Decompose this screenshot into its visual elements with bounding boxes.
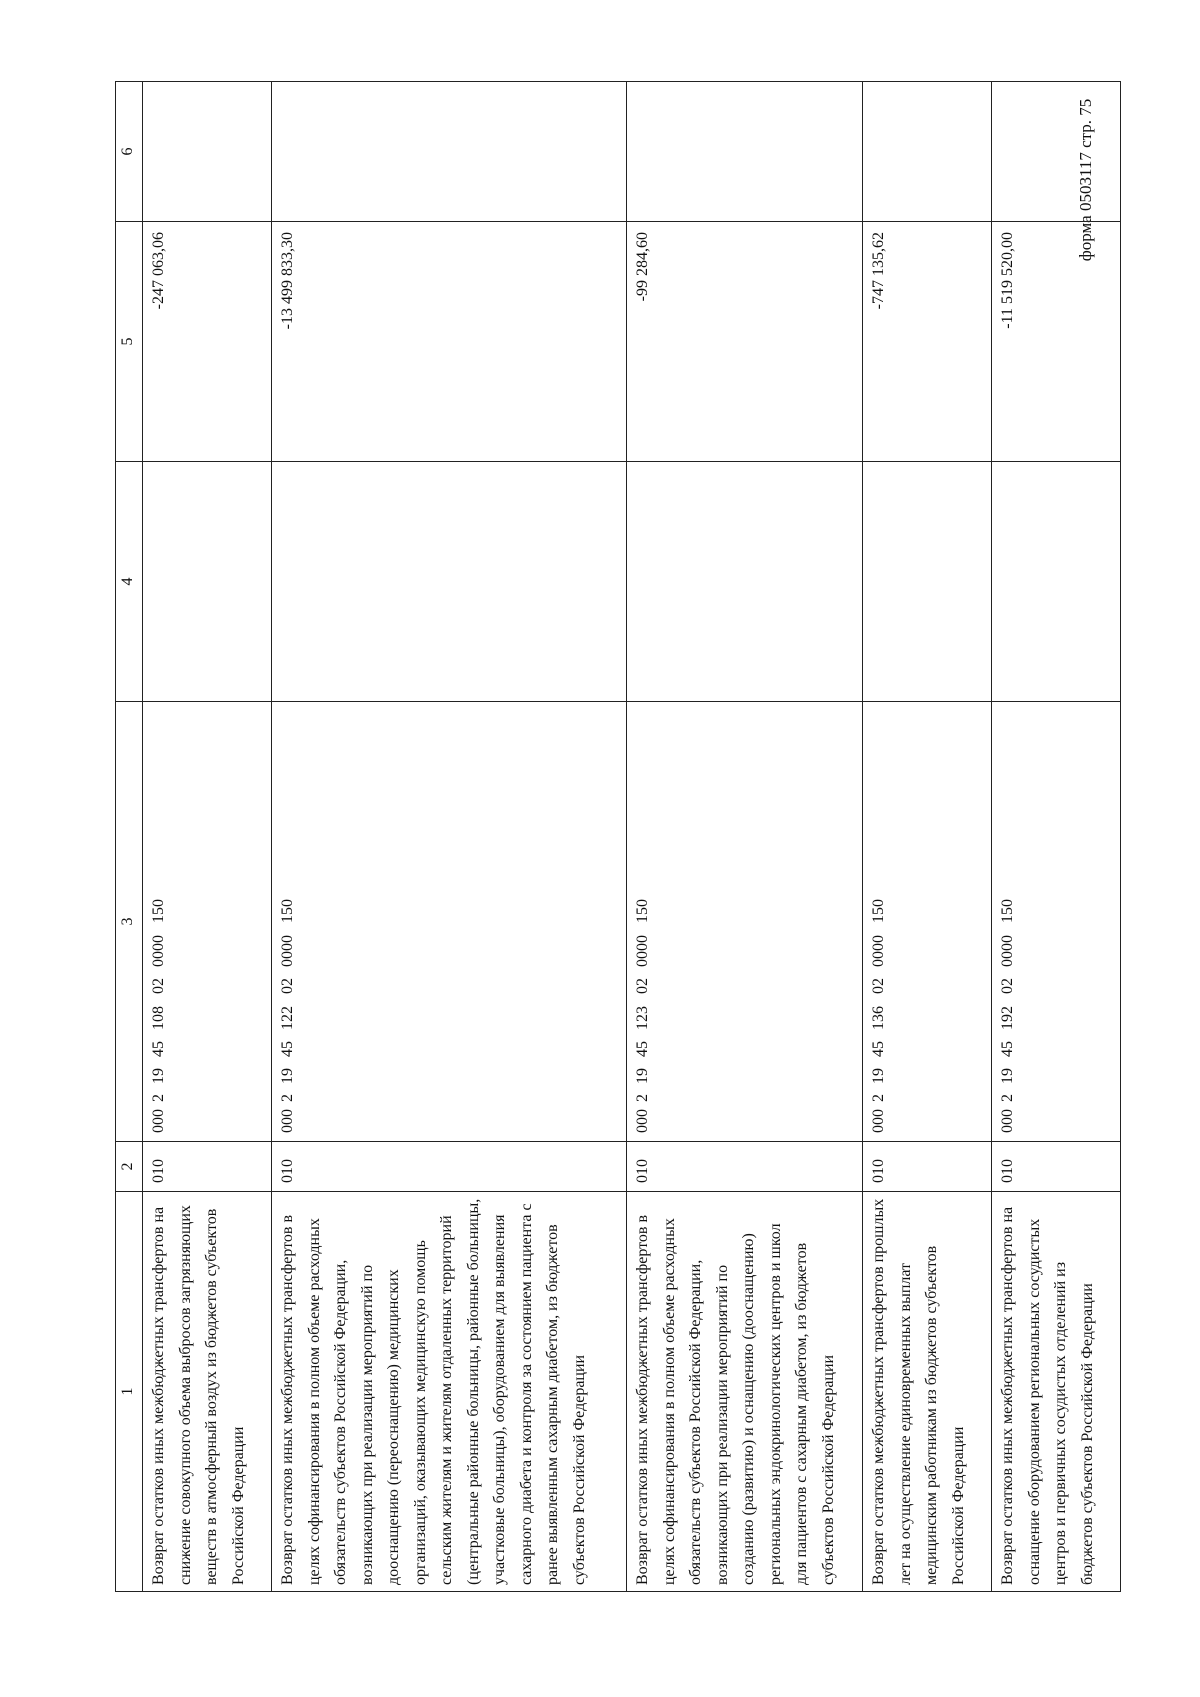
row-col6 [627, 82, 863, 222]
code-part: 0000 [150, 935, 167, 967]
code-part: 45 [999, 1041, 1016, 1057]
row-description: Возврат остатков межбюджетных трансфертов прошлых лет на осуществление единовременных выплат медицинским работникам из бюджетов субъектов Российской Федерации [863, 1192, 992, 1592]
table-row [863, 82, 992, 1592]
code-part: 02 [870, 978, 887, 994]
code-part: 02 [999, 978, 1016, 994]
code-part: 45 [634, 1041, 651, 1057]
code-part: 123 [634, 1006, 651, 1030]
table-row [627, 82, 863, 1592]
row-budget-code [992, 702, 1121, 1142]
code-part: 2 [634, 1094, 651, 1102]
table-row [143, 82, 272, 1592]
header-col-6: 6 [116, 82, 143, 222]
code-part: 2 [999, 1094, 1016, 1102]
row-col6 [992, 82, 1121, 222]
code-part: 19 [150, 1068, 167, 1084]
report-table [115, 81, 1121, 1592]
code-part: 000 [634, 1109, 651, 1133]
code-part: 19 [634, 1068, 651, 1084]
code-part: 19 [999, 1068, 1016, 1084]
code-part: 150 [999, 899, 1016, 923]
row-col4 [272, 462, 627, 702]
row-col4 [143, 462, 272, 702]
row-col4 [992, 462, 1121, 702]
code-part: 150 [150, 899, 167, 923]
row-amount: -747 135,62 [863, 222, 992, 462]
code-part: 02 [150, 978, 167, 994]
row-line-code: 010 [992, 1142, 1121, 1192]
table-row [272, 82, 627, 1592]
row-line-code: 010 [272, 1142, 627, 1192]
code-part: 0000 [279, 935, 296, 967]
code-part: 108 [150, 1006, 167, 1030]
code-part: 02 [279, 978, 296, 994]
code-part: 2 [150, 1094, 167, 1102]
code-part: 19 [870, 1068, 887, 1084]
row-amount: -247 063,06 [143, 222, 272, 462]
row-col4 [863, 462, 992, 702]
code-part: 45 [150, 1041, 167, 1057]
header-row [116, 82, 143, 1592]
row-line-code: 010 [627, 1142, 863, 1192]
code-part: 136 [870, 1006, 887, 1030]
row-description: Возврат остатков иных межбюджетных трансфертов на снижение совокупного объема выбросов загрязняющих веществ в атмосферный воздух из бюджетов субъектов Российской Федерации [143, 1192, 272, 1592]
page-label: форма 0503117 стр. 75 [1076, 98, 1095, 262]
row-line-code: 010 [143, 1142, 272, 1192]
header-col-1: 1 [116, 1192, 143, 1592]
table-row [992, 82, 1121, 1592]
row-budget-code [143, 702, 272, 1142]
row-col4 [627, 462, 863, 702]
code-part: 02 [634, 978, 651, 994]
header-col-4: 4 [116, 462, 143, 702]
code-part: 150 [279, 899, 296, 923]
row-line-code: 010 [863, 1142, 992, 1192]
row-budget-code [863, 702, 992, 1142]
code-part: 000 [279, 1109, 296, 1133]
row-budget-code [627, 702, 863, 1142]
code-part: 19 [279, 1068, 296, 1084]
code-part: 192 [999, 1006, 1016, 1030]
header-col-3: 3 [116, 702, 143, 1142]
code-part: 000 [870, 1109, 887, 1133]
code-part: 0000 [870, 935, 887, 967]
row-amount: -13 499 833,30 [272, 222, 627, 462]
row-amount: -11 519 520,00 [992, 222, 1121, 462]
code-part: 2 [279, 1094, 296, 1102]
code-part: 150 [870, 899, 887, 923]
code-part: 122 [279, 1006, 296, 1030]
row-col6 [143, 82, 272, 222]
row-budget-code [272, 702, 627, 1142]
header-col-2: 2 [116, 1142, 143, 1192]
code-part: 000 [150, 1109, 167, 1133]
code-part: 0000 [999, 935, 1016, 967]
code-part: 0000 [634, 935, 651, 967]
row-col6 [863, 82, 992, 222]
code-part: 45 [870, 1041, 887, 1057]
row-amount: -99 284,60 [627, 222, 863, 462]
row-description: Возврат остатков иных межбюджетных трансфертов в целях софинансирования в полном объеме расходных обязательств субъектов Российской Федерации, возникающих при реализации мероприятий по созданию (развитию) и оснащению (дооснащению) региональных эндокринологических центров и школ для пациентов с сахарным диабетом, из бюджетов субъектов Российской Федерации [627, 1192, 863, 1592]
code-part: 000 [999, 1109, 1016, 1133]
code-part: 150 [634, 899, 651, 923]
report-table-region [115, 82, 1117, 1592]
row-description: Возврат остатков иных межбюджетных трансфертов в целях софинансирования в полном объеме расходных обязательств субъектов Российской Федерации, возникающих при реализации мероприятий по дооснащению (переоснащению) медицинских организаций, оказывающих медицинскую помощь сельским жителям и жителям отдаленных территорий (центральные районные больницы, районные больницы, участковые больницы), оборудованием для выявления сахарного диабета и контроля за состоянием пациента с ранее выявленным сахарным диабетом, из бюджетов субъектов Российской Федерации [272, 1192, 627, 1592]
row-col6 [272, 82, 627, 222]
code-part: 45 [279, 1041, 296, 1057]
row-description: Возврат остатков иных межбюджетных трансфертов на оснащение оборудованием региональных сосудистых центров и первичных сосудистых отделений из бюджетов субъектов Российской Федерации [992, 1192, 1121, 1592]
header-col-5: 5 [116, 222, 143, 462]
code-part: 2 [870, 1094, 887, 1102]
